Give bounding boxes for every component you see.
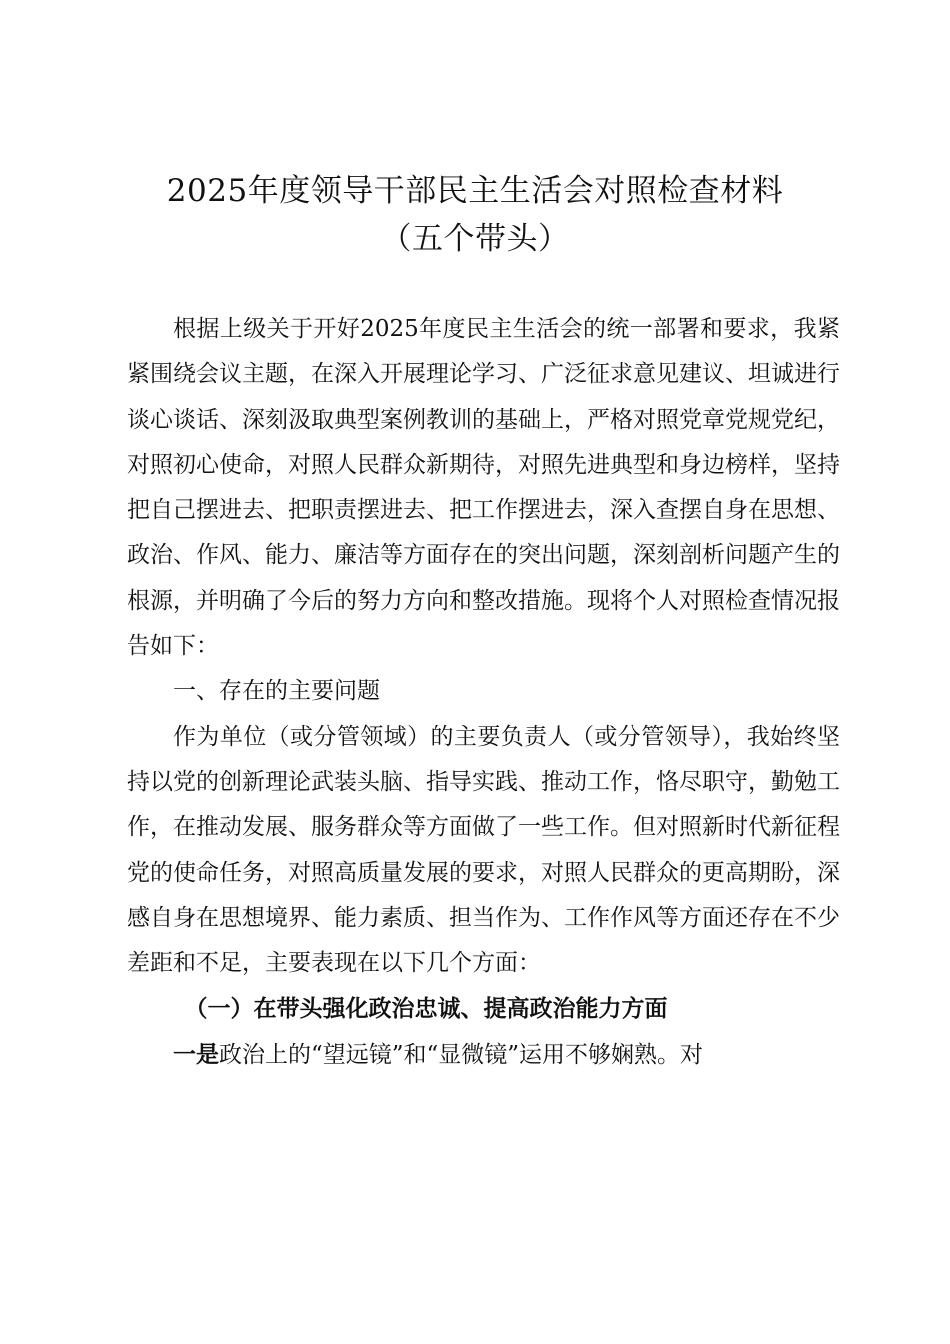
subsection-heading: （一）在带头强化政治忠诚、提高政治能力方面 bbox=[184, 995, 668, 1023]
point-one-paragraph bbox=[127, 1032, 840, 1078]
section-one-heading: 一、存在的主要问题 bbox=[173, 678, 380, 705]
point-one-lead: 一是 bbox=[173, 1040, 219, 1068]
intro-paragraph: 根据上级关于开好2025年度民主生活会的统一部署和要求，我紧紧围绕会议主题，在深入开展理论学习、广泛征求意见建议、坦诚进行谈心谈话、深刻汲取典型案例教训的基础上，严格对照党章党规党纪，对照初心使命，对照人民群众新期待，对照先进典型和身边榜样，坚持把自己摆进去、把职责摆进去、把工作摆进去，深入查摆自身在思想、政治、作风、能力、廉洁等方面存在的突出问题，深刻剖析问题产生的根源，并明确了今后的努力方向和整改措施。现将个人对照检查情况报告如下： bbox=[127, 316, 840, 660]
document-title-line-1: 2025年度领导干部民主生活会对照检查材料 bbox=[166, 173, 784, 209]
document-title-line-2: （五个带头） bbox=[380, 221, 570, 257]
document-body bbox=[127, 307, 840, 1078]
point-one-text: 政治上的“望远镜”和“显微镜”运用不够娴熟。对 bbox=[219, 1041, 704, 1068]
section-one-paragraph: 作为单位（或分管领域）的主要负责人（或分管领导），我始终坚持以党的创新理论武装头脑、指导实践、推动工作，恪尽职守，勤勉工作，在推动发展、服务群众等方面做了一些工作。但对照新时代新征程党的使命任务，对照高质量发展的要求，对照人民群众的更高期盼，深感自身在思想境界、能力素质、担当作为、工作作风等方面还存在不少差距和不足，主要表现在以下几个方面： bbox=[127, 723, 840, 977]
